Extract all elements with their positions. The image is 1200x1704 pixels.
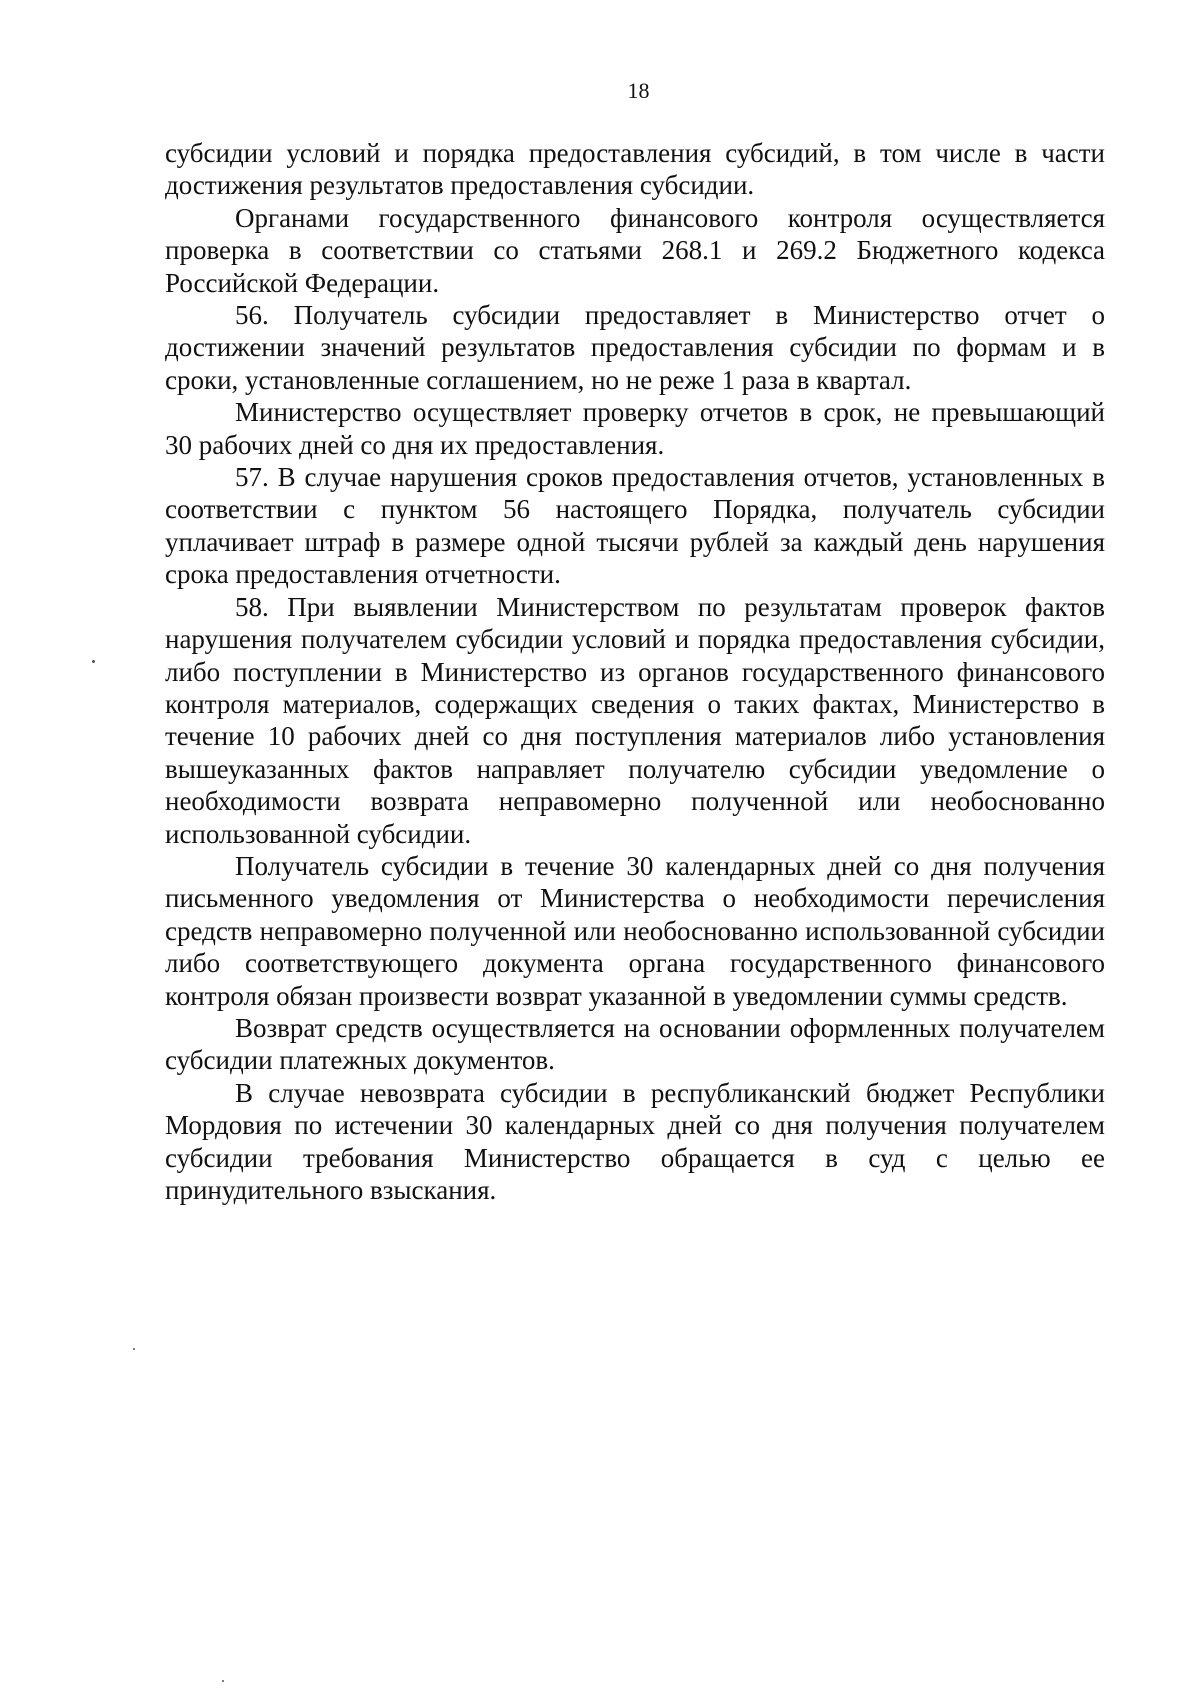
scan-speck (222, 1680, 224, 1682)
paragraph-financial-control: Органами государственного финансового контроля осуществляется проверка в соответствии со статьями 268.1 и 269.2 Бюджетного кодекса Российской Федерации. (165, 202, 1105, 298)
paragraph-ministry-check: Министерство осуществляет проверку отчетов в срок, не превышающий 30 рабочих дней со дня их предоставления. (165, 397, 1105, 460)
paragraph-refund-term: Получатель субсидии в течение 30 календарных дней со дня получения письменного уведомления от Министерства о необходимости перечисления средств неправомерно полученной или необоснованно использованной субсидии либо соответствующего документа органа государственного финансового контроля обязан произвести возврат указанной в уведомлении суммы средств. (165, 850, 1105, 1011)
page-number: 18 (627, 78, 650, 103)
scan-speck (133, 1348, 135, 1350)
paragraph-56: 56. Получатель субсидии предоставляет в Министерство отчет о достижении значений результатов предоставления субсидии по формам и в сроки, установленные соглашением, но не реже 1 раза в квартал. (165, 300, 1105, 395)
paragraph-continuation: субсидии условий и порядка предоставления субсидий, в том числе в части достижения результатов предоставления субсидии. (165, 138, 1105, 201)
paragraph-58: 58. При выявлении Министерством по результатам проверок фактов нарушения получателем субсидии условий и порядка предоставления субсидии, либо поступлении в Министерство из органов государственного финансового контроля материалов, содержащих сведения о таких фактах, Министерство в течение 10 рабочих дней со дня поступления материалов либо установления вышеуказанных фактов направляет получателю субсидии уведомление о необходимости возврата неправомерно полученной или необоснованно использованной субсидии. (165, 591, 1105, 849)
paragraph-57: 57. В случае нарушения сроков предоставления отчетов, установленных в соответствии с пунктом 56 настоящего Порядка, получатель субсидии уплачивает штраф в размере одной тысячи рублей за каждый день нарушения срока предоставления отчетности. (165, 462, 1105, 590)
scan-speck (92, 660, 95, 663)
document-body (165, 137, 1105, 1206)
paragraph-refund-basis: Возврат средств осуществляется на основании оформленных получателем субсидии платежных документов. (165, 1012, 1105, 1076)
paragraph-court: В случае невозврата субсидии в республиканский бюджет Республики Мордовия по истечении 30 календарных дней со дня получения получателем субсидии требования Министерство обращается в суд с целью ее принудительного взыскания. (165, 1077, 1105, 1205)
